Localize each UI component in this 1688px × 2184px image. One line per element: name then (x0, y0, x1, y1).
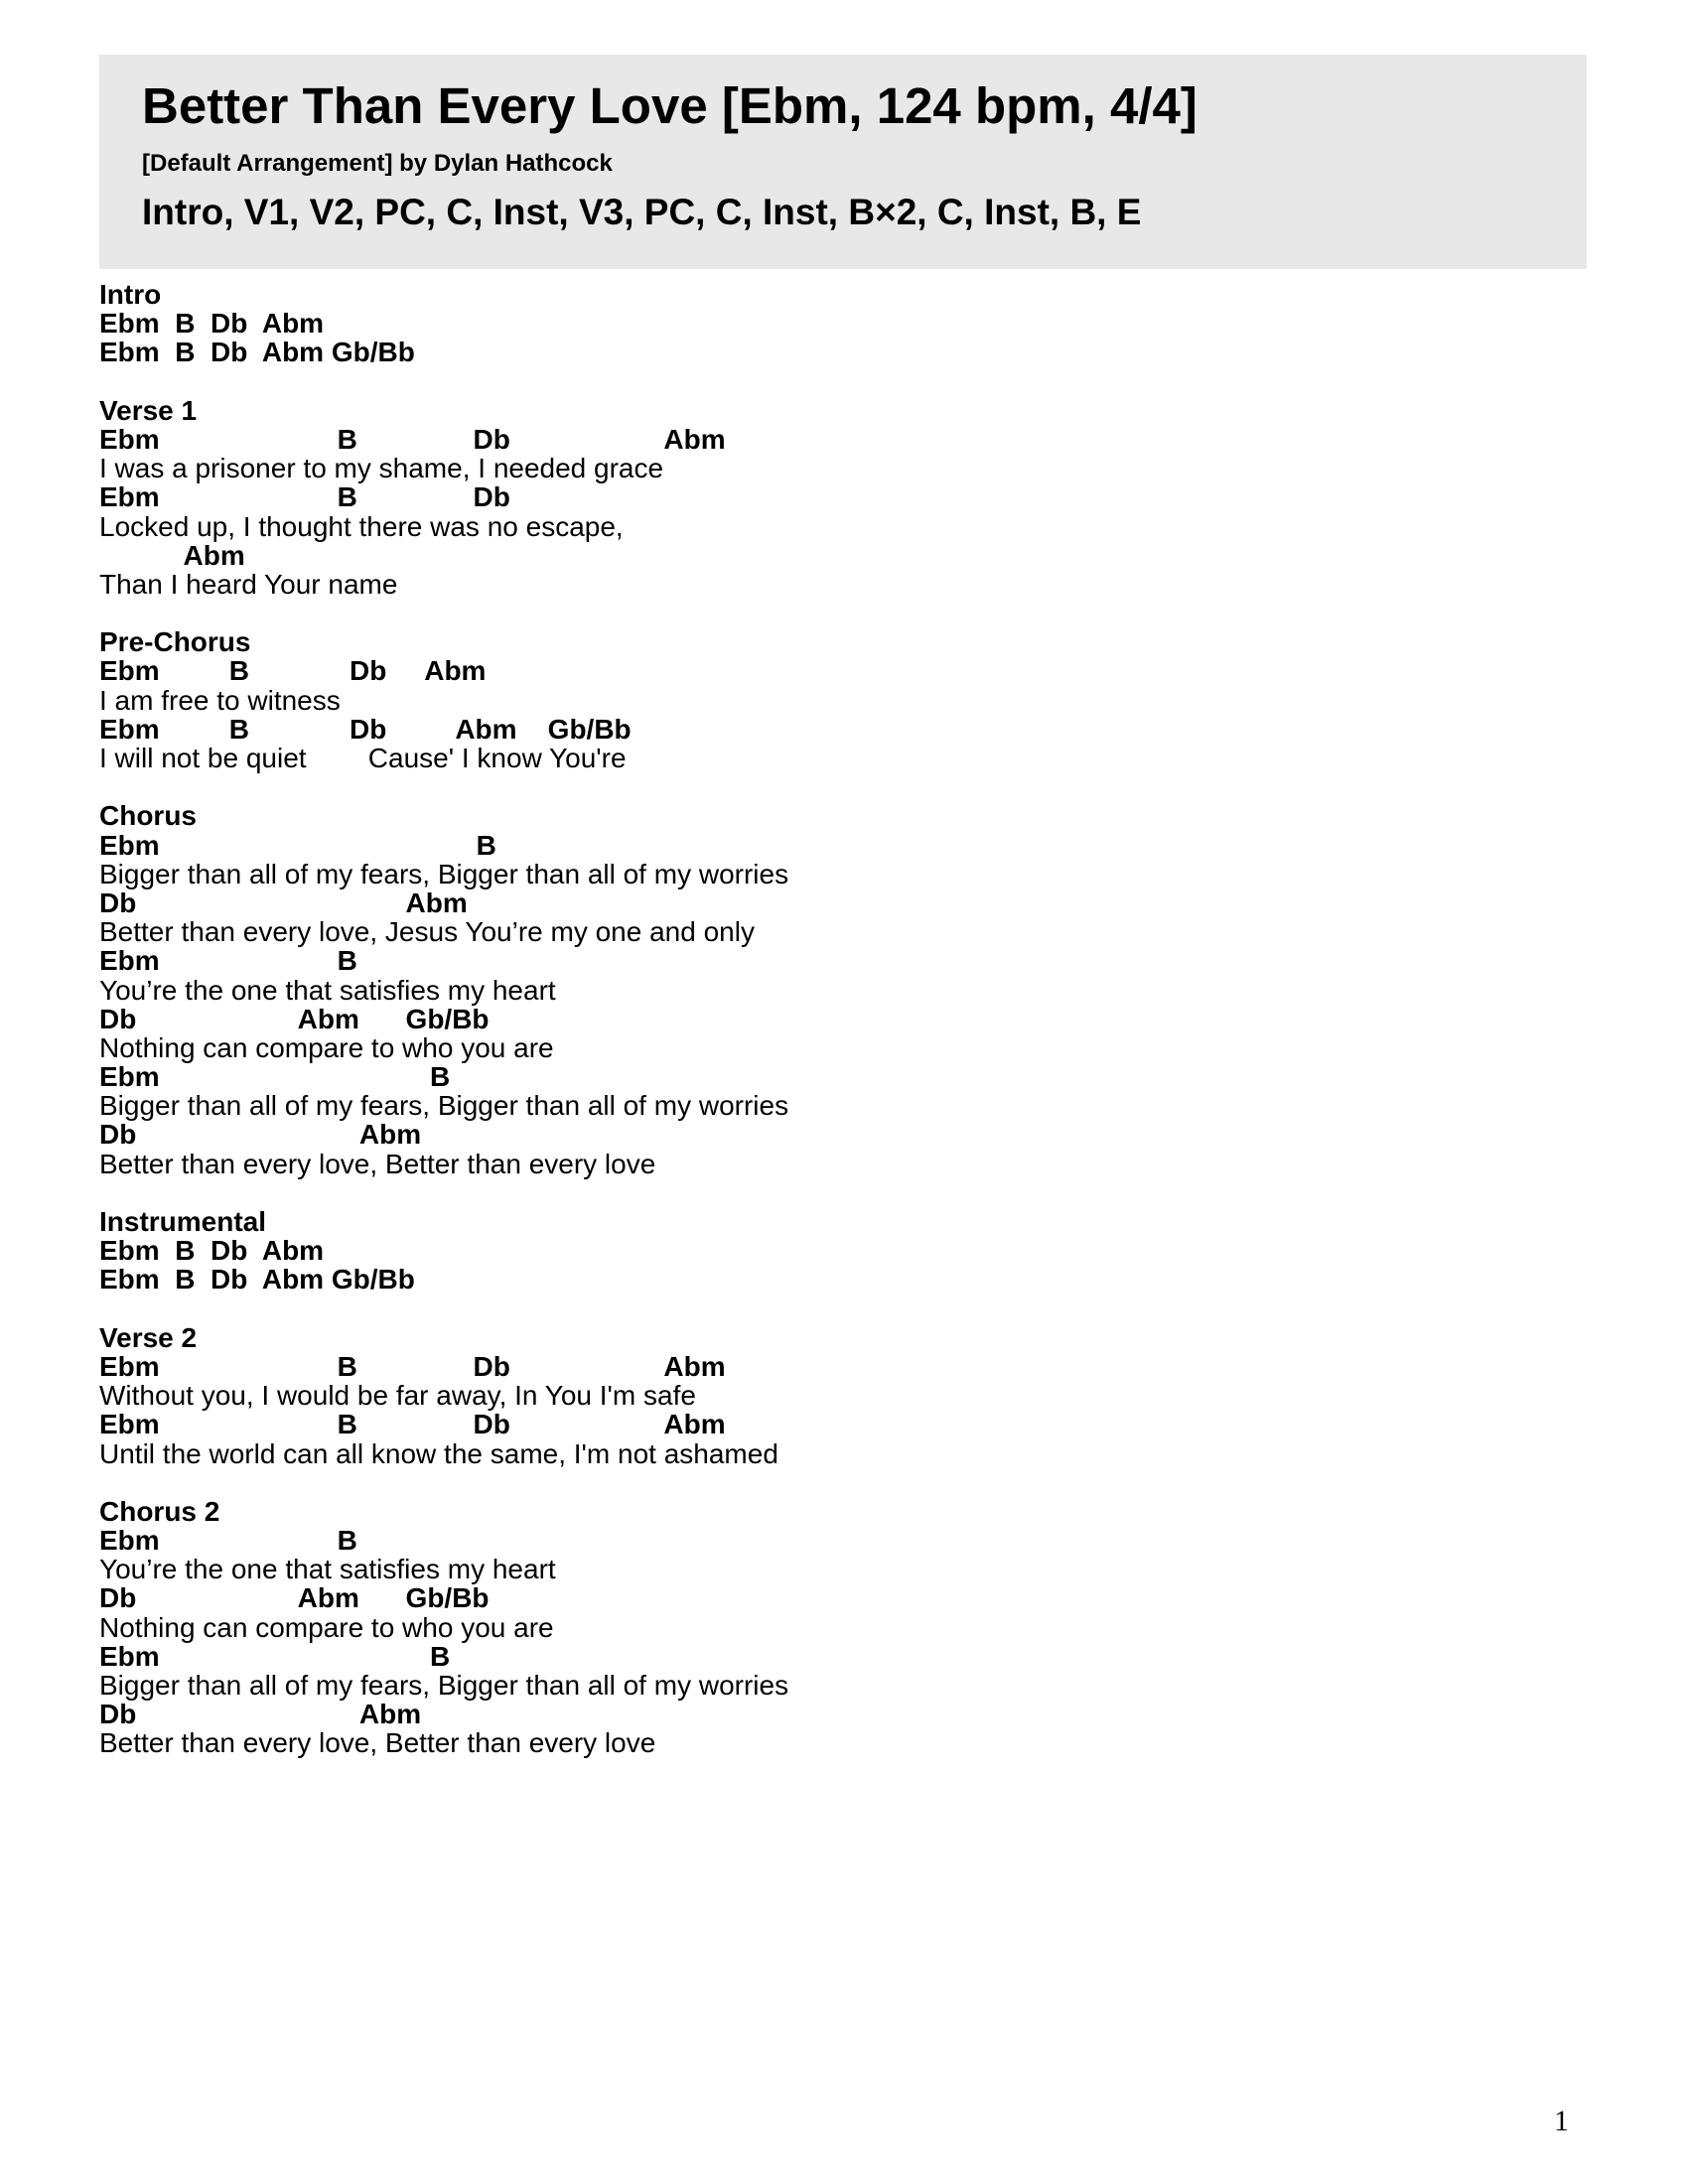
song-order: Intro, V1, V2, PC, C, Inst, V3, PC, C, Inst, B×2, C, Inst, B, E (142, 192, 1142, 232)
lyric-line: You’re the one that satisfies my heart (99, 1554, 556, 1585)
section-gap (99, 772, 1390, 801)
section-gap (99, 1295, 1390, 1323)
song-section (99, 1323, 1390, 1468)
chord-line: Db Abm (99, 1119, 422, 1151)
lyric-line: Without you, I would be far away, In You I'm safe (99, 1380, 696, 1412)
chord-line: Db Abm (99, 887, 468, 918)
song-section (99, 396, 1390, 599)
chord-line: Ebm B Db Abm Gb/Bb (99, 337, 415, 368)
chord-line: Ebm B Db Abm (99, 1409, 726, 1440)
section-gap (99, 367, 1390, 396)
song-section (99, 801, 1390, 1177)
chord-line: Db Abm Gb/Bb (99, 1582, 490, 1614)
lyric-line: Nothing can compare to who you are (99, 1611, 554, 1643)
section-header: Verse 1 (99, 394, 198, 426)
chord-line: Db Abm Gb/Bb (99, 1003, 490, 1034)
section-header: Instrumental (99, 1206, 267, 1237)
chord-line: Ebm B Db (99, 481, 510, 513)
lyric-line: You’re the one that satisfies my heart (99, 974, 556, 1006)
lyric-line: Than I heard Your name (99, 568, 398, 600)
section-gap (99, 599, 1390, 627)
section-header: Chorus (99, 800, 197, 832)
chord-line: Abm (99, 539, 245, 571)
chord-line: Ebm B (99, 1640, 451, 1672)
chord-line: Ebm B Db Abm Gb/Bb (99, 713, 632, 745)
section-header: Pre-Chorus (99, 626, 251, 658)
chord-line: Ebm B (99, 1525, 357, 1557)
section-header: Verse 2 (99, 1321, 198, 1353)
lyric-line: Better than every love, Better than every love (99, 1727, 656, 1759)
lyric-line: Better than every love, Better than every love (99, 1148, 656, 1179)
page-number: 1 (1554, 2105, 1569, 2137)
chord-line: Ebm B Db Abm (99, 655, 487, 687)
chord-line: Ebm B (99, 945, 357, 977)
lyric-line: Bigger than all of my fears, Bigger than all of my worries (99, 1090, 789, 1122)
song-section (99, 627, 1390, 772)
lyric-line: I will not be quiet Cause' I know You're (99, 743, 627, 773)
lyric-line: I am free to witness (99, 684, 341, 716)
lyric-line: Until the world can all know the same, I'm not ashamed (99, 1437, 778, 1469)
chord-line: Ebm B Db Abm (99, 423, 726, 455)
chord-line: Ebm B Db Abm (99, 1350, 726, 1382)
chord-line: Ebm B (99, 829, 496, 861)
lyric-line: Nothing can compare to who you are (99, 1031, 554, 1063)
song-section (99, 280, 1390, 367)
song-header (99, 55, 1587, 269)
song-section (99, 1497, 1390, 1758)
lyric-line: Locked up, I thought there was no escape, (99, 510, 624, 542)
lyric-line: Bigger than all of my fears, Bigger than all of my worries (99, 858, 789, 889)
chord-line: Db Abm (99, 1699, 422, 1730)
chord-line: Ebm B Db Abm (99, 308, 325, 340)
chord-line: Ebm B Db Abm (99, 1235, 325, 1267)
song-title: Better Than Every Love [Ebm, 124 bpm, 4/4] (142, 77, 1197, 134)
arrangement-byline: [Default Arrangement] by Dylan Hathcock (142, 150, 613, 177)
song-section (99, 1207, 1390, 1295)
lyric-line: Better than every love, Jesus You’re my one and only (99, 916, 755, 948)
lyric-line: I was a prisoner to my shame, I needed grace (99, 453, 664, 484)
section-header: Intro (99, 279, 162, 310)
section-header: Chorus 2 (99, 1495, 220, 1527)
section-gap (99, 1178, 1390, 1207)
chord-sheet (99, 280, 1390, 1758)
lyric-line: Bigger than all of my fears, Bigger than all of my worries (99, 1670, 789, 1701)
chord-line: Ebm B Db Abm Gb/Bb (99, 1264, 415, 1296)
chord-line: Ebm B (99, 1061, 451, 1093)
section-gap (99, 1468, 1390, 1497)
